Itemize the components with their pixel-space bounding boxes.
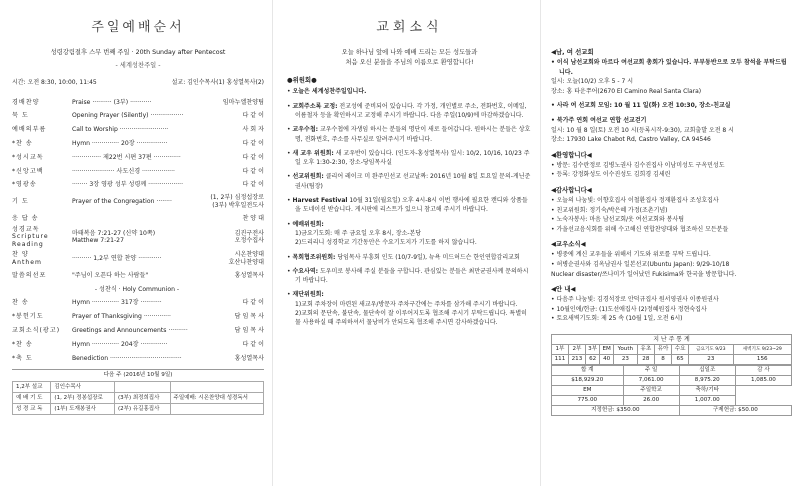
order-item-detail: Hymn ·············· 317장 ··········· (72, 299, 162, 307)
announcement-body: 10월 31일(월요일) 오후 4시-8시 이번 행사에 필요한 캔디와 상품들을 도네이션 받습니다. 게시판에 리스트가 있으니 참고해 주시기 바랍니다. (295, 197, 528, 214)
order-row (12, 178, 264, 192)
announcement-body: 새 교우반이 있습니다. (인도자-홍성열목사) 일시: 10/2, 10/16, 10/23 주일 오후 1:30-2:30, 장소-당임목사실 (295, 149, 530, 167)
duty-cell: (2부) 유길홍집사 (115, 404, 171, 415)
order-row (12, 164, 264, 178)
notice-section-header: ◀교우소식◀ (551, 240, 586, 249)
order-item-name: 묵 도 (12, 112, 29, 120)
announcement-item (287, 267, 532, 286)
order-row (12, 212, 264, 226)
notice-line: • 허병순권사와 김옥남권사 일본선교(Ubuntu Japan): 9/29-10/18 (551, 260, 730, 268)
order-item-name: 찬 양 Anthem (12, 251, 42, 266)
order-item-name: 예배의부름 (12, 126, 47, 134)
notice-line: • 오늘의 나눔빛: 이향호집사 이철환집사 정재환집사 조성호집사 (551, 196, 719, 204)
order-item-name: 응 답 송 (12, 215, 39, 223)
offering-header2-cell: EM (552, 386, 624, 396)
announcement-item (287, 149, 532, 168)
notice-line: • 토요새벽기도회: 제 25 속 (10월 1일, 오전 6시) (551, 315, 683, 323)
announcement-item (287, 102, 532, 121)
attendance-header-cell: 새벽기도 9/23~29 (733, 345, 792, 355)
announcement-body: 교우수첩에 자생임 하시는 분들의 명단이 새로 들어갑니다. 원하시는 분들은 상호명, 전화번호, 주소를 사무실로 알려주시기 바랍니다. (295, 126, 531, 143)
order-row (12, 95, 264, 109)
bullet-icon: • (287, 253, 293, 261)
duty-cell: 김인수목사 (51, 382, 115, 393)
service-times: 시간: 오전 8:30, 10:00, 11:45 (12, 78, 97, 86)
duty-cell: 주일예배: 시온찬양대 성경독서 (170, 393, 263, 404)
order-item-name: 기 도 (12, 198, 29, 206)
announcement-item (287, 253, 532, 262)
offering-header-cell: 합 계 (552, 366, 624, 376)
order-row (12, 123, 264, 137)
order-item-detail: 마태복음 7:21-27 (신약 10쪽) Matthew 7:21-27 (72, 229, 156, 245)
announcement-item (287, 220, 532, 248)
notice-line: • 병중에 계신 교우들을 위해서 기도와 위로를 부탁 드립니다. (551, 251, 711, 259)
announcement-heading: 교우수첩: (292, 126, 319, 134)
order-item-detail: Greetings and Announcements ·········· (72, 326, 188, 334)
notice-line: • 친교위원회: 정기숙/박은혜 가정(조촌기념) (551, 206, 668, 214)
order-item-name: 찬 송 (12, 299, 29, 307)
announcement-body: 1)금요기도회: 매 주 금요일 오후 8시, 장소-본당 2)드리리니 성경학교 기간동안은 수요기도지가 기도를 하지 않습니다. (295, 229, 477, 247)
duty-row (13, 393, 264, 404)
order-item-name: 말씀의선포 (12, 271, 47, 279)
duty-cell (170, 404, 263, 415)
announcement-item (287, 87, 532, 96)
attendance-value-cell: 111 (552, 355, 569, 365)
order-row (12, 109, 264, 123)
order-row (12, 282, 264, 296)
notice-line: • 10월인애/헌금: (1)도선애집사 (2)정혜원집사 정현숙집사 (551, 305, 707, 313)
announcement-item (287, 172, 532, 191)
order-item-name: *신앙고백 (12, 167, 44, 175)
duty-row (13, 404, 264, 415)
order-item-name: 교회소식(광고) (12, 326, 61, 334)
duty-cell: (1, 2부) 정봉섭장로 (51, 393, 115, 404)
attendance-header-cell: 유초 (637, 345, 654, 355)
notice-line: 일시: 10 월 8 일(토) 오전 10 시(등록시작-9:30), 교회출발 오전 8 시 (551, 126, 734, 134)
offering-header-cell: 주 일 (623, 366, 679, 376)
order-item-leader: 임마누엘찬양팀 (222, 98, 264, 106)
attendance-value-cell: 28 (637, 355, 654, 365)
offering-value-cell: 1,085.00 (735, 376, 791, 386)
announcement-body: 전교성에 준비되어 있습니다. 각 가정, 개인별로 주소, 전화번호, 이메일, 이름철자 등을 확인하시고 교정해 주시기 바랍니다. 다음 주일(10/9)에 마감하겠습니다. (295, 102, 527, 119)
announcement-item (287, 196, 532, 215)
order-item-leader: 김진구전사 오정수집사 (234, 229, 264, 245)
bullet-icon: • (287, 126, 293, 134)
order-item-detail: ··············· 제22번 시편 37편 ·············· (72, 153, 181, 161)
bullet-icon: • (287, 88, 293, 96)
statistics-title: 지 난 주 통 계 (551, 334, 792, 345)
attendance-value-cell: 62 (585, 355, 599, 365)
announcements-title: 교회소식 (376, 20, 443, 35)
order-item-leader: 다 같 이 (242, 112, 264, 120)
announcement-heading: 예배위원회: (292, 220, 324, 228)
announcement-heading: 수요사역: (292, 267, 319, 275)
bullet-icon: • (287, 102, 293, 110)
order-item-leader: 담 임 목 사 (234, 326, 264, 334)
committee-section-header: ●위원회● (287, 76, 317, 85)
bullet-icon: • (287, 220, 293, 228)
offering-header-cell: 십일조 (679, 366, 735, 376)
order-item-leader: (1, 2부) 심정섭장로 (3부) 박후일전도사 (210, 194, 264, 210)
service-info (12, 79, 264, 87)
notice-section-header: ◀안 내◀ (551, 285, 576, 294)
order-row (12, 351, 264, 365)
offering-value2-row (552, 396, 792, 406)
order-item-leader: 담 임 목 사 (234, 313, 264, 321)
order-item-detail: Call to Worship ························· (72, 126, 169, 134)
duty-row (13, 382, 264, 393)
order-item-leader: 다 같 이 (242, 299, 264, 307)
order-row (12, 137, 264, 151)
attendance-table (551, 344, 792, 365)
attendance-header-cell: 유아 (654, 345, 671, 355)
welcome-message: 오늘 하나님 앞에 나와 예배 드리는 모든 성도들과 처음 오신 분들을 주님의 이름으로 환영합니다! (341, 49, 478, 67)
duty-cell: (3부) 최정희집사 (115, 393, 171, 404)
offering-value2-cell: 26.00 (623, 396, 679, 406)
announcement-heading: 오늘은 세계성찬주일입니다. (292, 88, 367, 96)
worship-order-column (0, 0, 270, 486)
bullet-icon: • (287, 197, 293, 205)
duty-cell: 1,2부 설교 (13, 382, 51, 393)
last-week-statistics (551, 334, 792, 417)
order-item-leader: 다 같 이 (242, 139, 264, 147)
order-item-leader: 홍성열목사 (234, 271, 264, 279)
offering-table (551, 365, 792, 416)
order-item-detail: Hymn ·············· 204장 ·············· (72, 340, 168, 348)
offering-header2-cell: 축하/기타 (679, 386, 735, 396)
attendance-value-cell: 156 (733, 355, 792, 365)
notice-line: • 북가주 연회 여선교 연합 선교걷기 (551, 116, 647, 124)
attendance-header-row (552, 345, 792, 355)
notice-line: Nuclear disaster/쓰나미가 일어났던 Fukisima와 한국을 방문합니다. (551, 270, 737, 278)
bullet-icon: • (287, 291, 293, 299)
relief-offering: 구제헌금: $50.00 (679, 406, 791, 416)
designated-offering: 지정헌금: $350.00 (552, 406, 680, 416)
order-row (12, 338, 264, 352)
next-week-duty (12, 369, 264, 415)
notices-column (540, 0, 800, 486)
order-item-name: *찬 송 (12, 340, 33, 348)
duty-cell: 성 경 교 독 (13, 404, 51, 415)
attendance-value-row (552, 355, 792, 365)
order-row (12, 192, 264, 212)
duty-cell: (1부) 도재봉권사 (51, 404, 115, 415)
offering-value2-cell: 1,007.00 (679, 396, 735, 406)
order-item-name: 성경교독 Scripture Reading (12, 225, 49, 249)
order-item-detail: Prayer of the Congregation ········ (72, 198, 172, 206)
attendance-header-cell: EM (600, 345, 614, 355)
notice-line: • 노숙자봉사: 마음 남선교회/웃 여선교회와 봉사팀 (551, 216, 685, 224)
attendance-value-cell: 23 (689, 355, 733, 365)
worship-order-table (12, 95, 264, 365)
next-week-caption: 다음 주 (2016년 10월 9일) (103, 372, 173, 379)
bullet-icon: • (287, 149, 293, 157)
announcement-body: 클리어 레이크 미 완주민선교 선교날짜: 2016년 10월 8일 토요일 문의-게닌준권사(팀장) (295, 173, 531, 190)
order-item-leader: 다 같 이 (242, 153, 264, 161)
attendance-header-cell: 1부 (552, 345, 569, 355)
order-item-name: *성시교독 (12, 153, 44, 161)
attendance-value-cell: 40 (600, 355, 614, 365)
notice-line: • 사라 여 선교회 모임: 10 월 11 일(화) 오전 10:30, 장소-친교실 (551, 102, 731, 110)
attendance-value-cell: 8 (654, 355, 671, 365)
offering-header-cell: 감 사 (735, 366, 791, 376)
order-item-detail: Hymn ·············· 20장 ················ (72, 139, 168, 147)
announcement-heading: 선교위원회: (292, 173, 324, 181)
announcement-item (287, 290, 532, 327)
order-item-detail: Praise ·········· (3부) ··········· (72, 98, 152, 106)
order-row (12, 249, 264, 269)
liturgical-subtitle: 성령강림절후 스무 번째 주일 · 20th Sunday after Pentecost (50, 49, 226, 57)
notice-section-header: ◀감사합니다◀ (551, 185, 592, 194)
order-item-detail: Prayer of Thanksgiving ·············· (72, 313, 171, 321)
announcement-heading: 새 교우 위원회: (292, 149, 334, 157)
order-row (12, 296, 264, 310)
announcement-body: 도우미로 봉사해 주실 분들을 구합니다. 관심있는 분들은 최만균권사께 문의하시기 바랍니다. (295, 267, 529, 285)
duty-cell: 예 배 기 도 (13, 393, 51, 404)
order-item-leader: 시온찬양대 호산나찬양대 (228, 251, 264, 266)
order-row (12, 151, 264, 165)
attendance-value-cell: 213 (568, 355, 585, 365)
order-item-detail: ······················ 사도신경 ················· (72, 167, 175, 175)
offering-header2-row (552, 386, 792, 396)
order-item-name: *축 도 (12, 354, 33, 362)
notice-section-header: ◀환영합니다◀ (551, 150, 592, 159)
notice-line: 장소: 17930 Lake Chabot Rd, Castro Valley, CA 94546 (551, 136, 711, 144)
announcement-item (287, 125, 532, 144)
notice-line: 일시: 오늘(10/2) 오후 5 - 7 시 (551, 78, 633, 86)
duty-table (12, 381, 264, 415)
order-item-name: *찬 송 (12, 139, 33, 147)
order-item-leader: 사 회 자 (242, 126, 264, 134)
offering-value-row (552, 376, 792, 386)
order-item-detail: ·········· 1,2부 연합 찬양 ············ (72, 254, 162, 262)
order-item-leader: 홍성열목사 (234, 354, 264, 362)
duty-cell (170, 382, 263, 393)
offering-header2-cell: 주일학교 (623, 386, 679, 396)
order-item-leader: 찬 양 대 (242, 215, 264, 223)
offering-value-cell: 7,061.00 (623, 376, 679, 386)
order-item-leader: 다 같 이 (242, 340, 264, 348)
order-item-detail: - 성찬식 · Holy Communion - (94, 285, 180, 293)
notice-section-header: ◀남, 여 선교회 (551, 48, 594, 56)
order-item-name: 경배찬양 (12, 98, 40, 106)
sunday-name: - 세계성찬주일 - (115, 62, 161, 70)
attendance-header-cell: Youth (613, 345, 637, 355)
order-item-leader: 다 같 이 (242, 167, 264, 175)
announcements-column (272, 0, 538, 486)
order-item-leader: 다 같 이 (242, 181, 264, 189)
announcement-body: 1)교회 주차장이 마련된 새교우/방문자 주차구간에는 주차를 삼가해 주시기 바랍니다. 2)교회의 문단속, 불단속, 물단속이 잘 이루어지도록 협조해 주시기 부탁드립니다. 특별히 물 사용하실 때 주의하셔서 물낭비가 안되도록 협조해 주시면 감사하겠습니다. (295, 300, 527, 327)
duty-cell (115, 382, 171, 393)
order-row (12, 269, 264, 283)
notice-line: • 다음주 나눔빛: 김경석장로 안덕규집사 원서영권사 이종원권사 (551, 296, 719, 304)
offering-value-cell: 8,975.20 (679, 376, 735, 386)
attendance-value-cell: 23 (613, 355, 637, 365)
offering-header-row (552, 366, 792, 376)
preacher: 설교: 김인수목사(1) 홍성열목사(2) (171, 78, 264, 86)
notice-line: • 방문: 김수란정로 김병노권사 김수진집사 이남미성도 구옥민성도 (551, 161, 725, 169)
order-row (12, 310, 264, 324)
order-item-detail: Benediction ····································· (72, 354, 182, 362)
notice-line: • 이식 남선교회와 마르다 여선교회 총회가 있습니다. 부부동반으로 모두 참석을 부탁드립니다. (551, 59, 787, 76)
order-item-detail: ········ 3장 영광 성부 성령께 ·················· (72, 181, 184, 189)
announcement-heading: Harvest Festival (292, 197, 348, 205)
notice-line: • 등록: 강정화성도 이수진성도 김희경 김세린 (551, 171, 671, 179)
order-item-leader (202, 282, 264, 296)
order-item-detail (66, 212, 202, 226)
offering-value-cell: $18,929.20 (552, 376, 624, 386)
bullet-icon: • (287, 267, 293, 275)
order-item-name (12, 282, 66, 296)
order-row (12, 324, 264, 338)
order-item-name: *봉헌기도 (12, 313, 44, 321)
announcement-heading: 재단위원회: (292, 291, 324, 299)
notice-line: • 가을선교음식회를 위해 수고해신 연합찬양대와 협조하신 모든분들 (551, 225, 729, 233)
order-row (12, 226, 264, 249)
announcement-heading: 목회협조위원회: (292, 253, 336, 261)
announcement-heading: 교회주소록 교정: (292, 102, 338, 110)
order-item-detail: Opening Prayer (Silently) ················· (72, 112, 184, 120)
announcement-body: 당임목사 부흥회 인도 (10/7-9일), 뉴욕 미드허드슨 한인연합감리교회 (335, 253, 520, 261)
notice-line: 장소: 홍 타운쭈어(2670 El Camino Real Santa Clara) (551, 87, 702, 95)
order-item-detail: "주님이 오픈다 하는 사람들" (72, 271, 149, 279)
worship-order-title: 주일예배순서 (91, 20, 185, 35)
attendance-header-cell: 수요 (672, 345, 689, 355)
attendance-header-cell: 3부 (585, 345, 599, 355)
bullet-icon: • (287, 173, 293, 181)
attendance-value-cell: 65 (672, 355, 689, 365)
attendance-header-cell: 금요기도 9/23 (689, 345, 733, 355)
offering-value2-cell: 775.00 (552, 396, 624, 406)
order-item-name: *영광송 (12, 181, 37, 189)
attendance-header-cell: 2부 (568, 345, 585, 355)
